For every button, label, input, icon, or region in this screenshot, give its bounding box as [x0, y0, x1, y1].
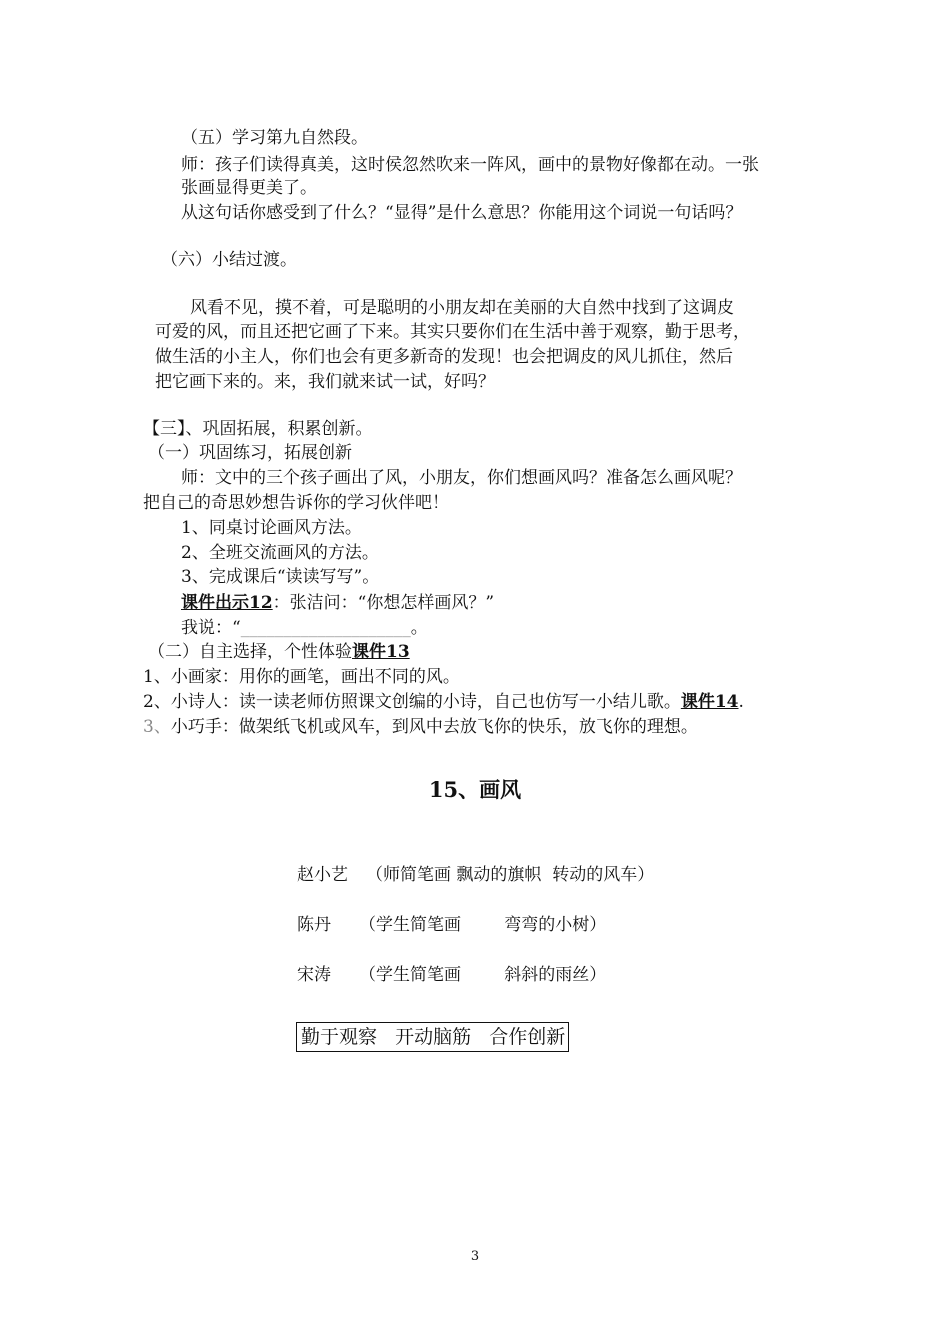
- board-row-1: [297, 864, 654, 886]
- i-say-line: [181, 617, 428, 639]
- part3-teacher-line-1: 师：文中的三个孩子画出了风，小朋友，你们想画风吗？准备怎么画风呢？: [181, 468, 742, 488]
- section5-heading: （五）学习第九自然段。: [181, 128, 368, 148]
- courseware-12-line: [181, 592, 494, 614]
- board-row-3-note: （学生简笔画 斜斜的雨丝）: [359, 965, 607, 985]
- motto-box: [296, 1022, 569, 1052]
- courseware-14-link[interactable]: 课件14: [680, 692, 739, 712]
- option-2: [143, 691, 744, 713]
- option-2-end: .: [738, 692, 744, 712]
- motto-text: 勤于观察 开动脑筋 合作创新: [301, 1026, 566, 1048]
- section6-para-line-3: 做生活的小主人，你们也会有更多新奇的发现！也会把调皮的风儿抓住，然后: [155, 347, 733, 367]
- board-row-1-note: （师简笔画 飘动的旗帜 转动的风车）: [366, 865, 655, 885]
- section6-para-line-4: 把它画下来的。来，我们就来试一试，好吗？: [155, 372, 495, 392]
- board-row-2-name: 陈丹: [297, 915, 331, 935]
- part3-heading: 【三】、巩固拓展，积累创新。: [143, 419, 373, 439]
- part3-sub2-heading: [148, 641, 410, 663]
- section6-para-line-1: 风看不见，摸不着，可是聪明的小朋友却在美丽的大自然中找到了这调皮: [190, 298, 734, 318]
- section5-teacher-line-1: 师：孩子们读得真美，这时侯忽然吹来一阵风，画中的景物好像都在动。一张: [181, 155, 759, 175]
- courseware-13-link[interactable]: 课件13: [352, 642, 410, 662]
- board-row-2-note: （学生简笔画 弯弯的小树）: [359, 915, 607, 935]
- board-row-1-name: 赵小艺: [297, 865, 348, 885]
- option-3: [143, 716, 698, 738]
- step-1: 1、同桌讨论画风方法。: [181, 518, 362, 538]
- option-3-number: 3、: [143, 717, 171, 737]
- page-number: 3: [470, 1249, 480, 1264]
- part3-sub1-heading: （一）巩固练习，拓展创新: [148, 443, 352, 463]
- i-say-suffix: 。: [410, 618, 428, 638]
- board-title: 15、画风: [428, 777, 522, 802]
- board-row-2: [297, 914, 606, 936]
- i-say-prefix: 我说：“: [181, 618, 241, 638]
- courseware-12-text: ：张洁问：“你想怎样画风？”: [272, 593, 495, 613]
- section6-para-line-2: 可爱的风，而且还把它画了下来。其实只要你们在生活中善于观察，勤于思考，: [155, 322, 750, 342]
- answer-blank: ____________________: [240, 618, 411, 638]
- courseware-12-link[interactable]: 课件出示12: [181, 593, 273, 613]
- board-row-3: [297, 964, 606, 986]
- step-2: 2、全班交流画风的方法。: [181, 543, 379, 563]
- board-row-3-name: 宋涛: [297, 965, 331, 985]
- sub2-heading-text: （二）自主选择，个性体验: [148, 642, 352, 662]
- section5-question: 从这句话你感受到了什么？“显得”是什么意思？你能用这个词说一句话吗？: [181, 203, 743, 223]
- step-3: 3、完成课后“读读写写”。: [181, 567, 380, 587]
- part3-teacher-line-2: 把自己的奇思妙想告诉你的学习伙伴吧！: [143, 493, 449, 513]
- section5-teacher-line-2: 张画显得更美了。: [181, 178, 317, 198]
- section6-heading: （六）小结过渡。: [161, 250, 297, 270]
- option-3-text: 小巧手：做架纸飞机或风车，到风中去放飞你的快乐，放飞你的理想。: [170, 717, 698, 737]
- option-1: 1、小画家：用你的画笔，画出不同的风。: [143, 667, 460, 687]
- option-2-text: 2、小诗人：读一读老师仿照课文创编的小诗，自己也仿写一小结儿歌。: [143, 692, 681, 712]
